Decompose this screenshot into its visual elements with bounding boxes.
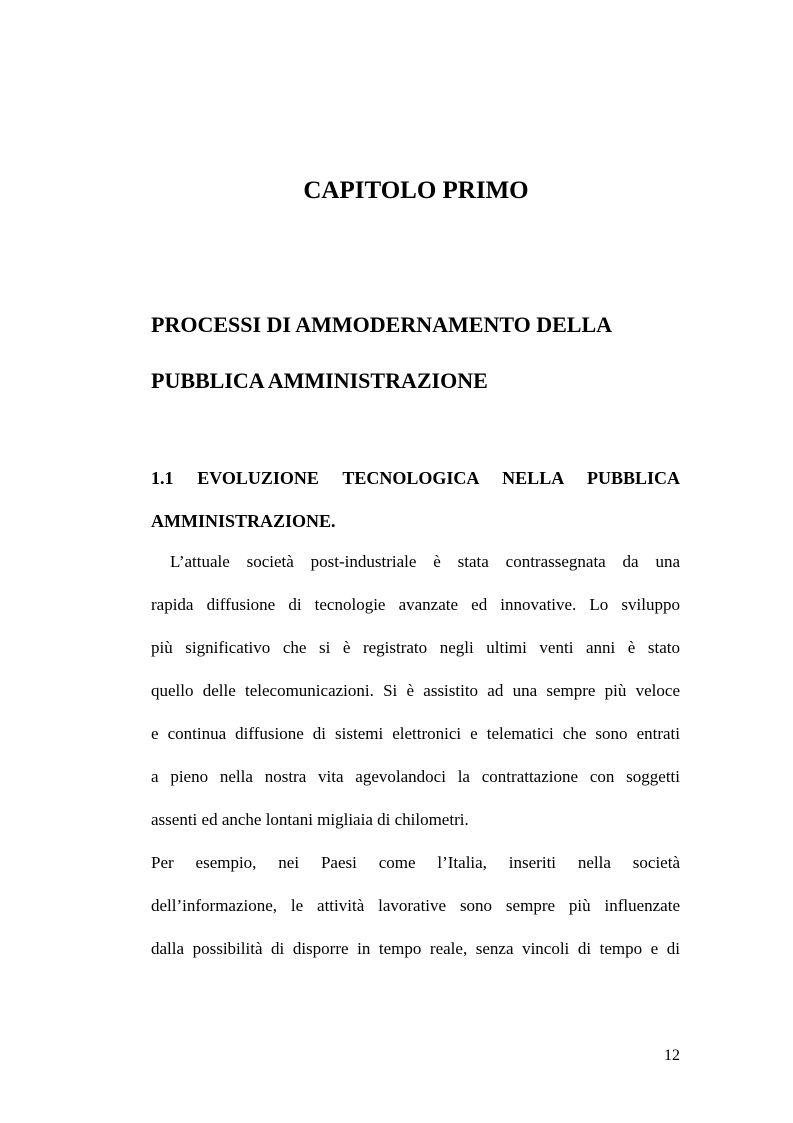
body-line-6: a pieno nella nostra vita agevolandoci la contrattazione con soggetti [151, 767, 680, 786]
body-line-10: dalla possibilità di disporre in tempo reale, senza vincoli di tempo e di [151, 939, 680, 958]
body-line-8: Per esempio, nei Paesi come l’Italia, inseriti nella società [151, 853, 680, 872]
main-title [151, 297, 681, 409]
body-line-7: assenti ed anche lontani migliaia di chilometri. [151, 810, 469, 829]
page-number: 12 [664, 1047, 680, 1064]
body-line-2: rapida diffusione di tecnologie avanzate ed innovative. Lo sviluppo [151, 595, 680, 614]
section-heading-line-1: 1.1 EVOLUZIONE TECNOLOGICA NELLA PUBBLICA [151, 468, 680, 488]
body-text [151, 540, 680, 970]
body-line-1: L’attuale società post-industriale è stata contrassegnata da una [170, 552, 680, 571]
body-line-4: quello delle telecomunicazioni. Si è assistito ad una sempre più veloce [151, 681, 680, 700]
main-title-line-2: PUBBLICA AMMINISTRAZIONE [151, 368, 488, 393]
body-line-3: più significativo che si è registrato negli ultimi venti anni è stato [151, 638, 680, 657]
section-heading [151, 457, 680, 543]
body-line-9: dell’informazione, le attività lavorative sono sempre più influenzate [151, 896, 680, 915]
section-heading-line-2: AMMINISTRAZIONE. [151, 511, 336, 531]
chapter-title: CAPITOLO PRIMO [303, 177, 529, 204]
main-title-line-1: PROCESSI DI AMMODERNAMENTO DELLA [151, 312, 613, 337]
body-line-5: e continua diffusione di sistemi elettronici e telematici che sono entrati [151, 724, 680, 743]
